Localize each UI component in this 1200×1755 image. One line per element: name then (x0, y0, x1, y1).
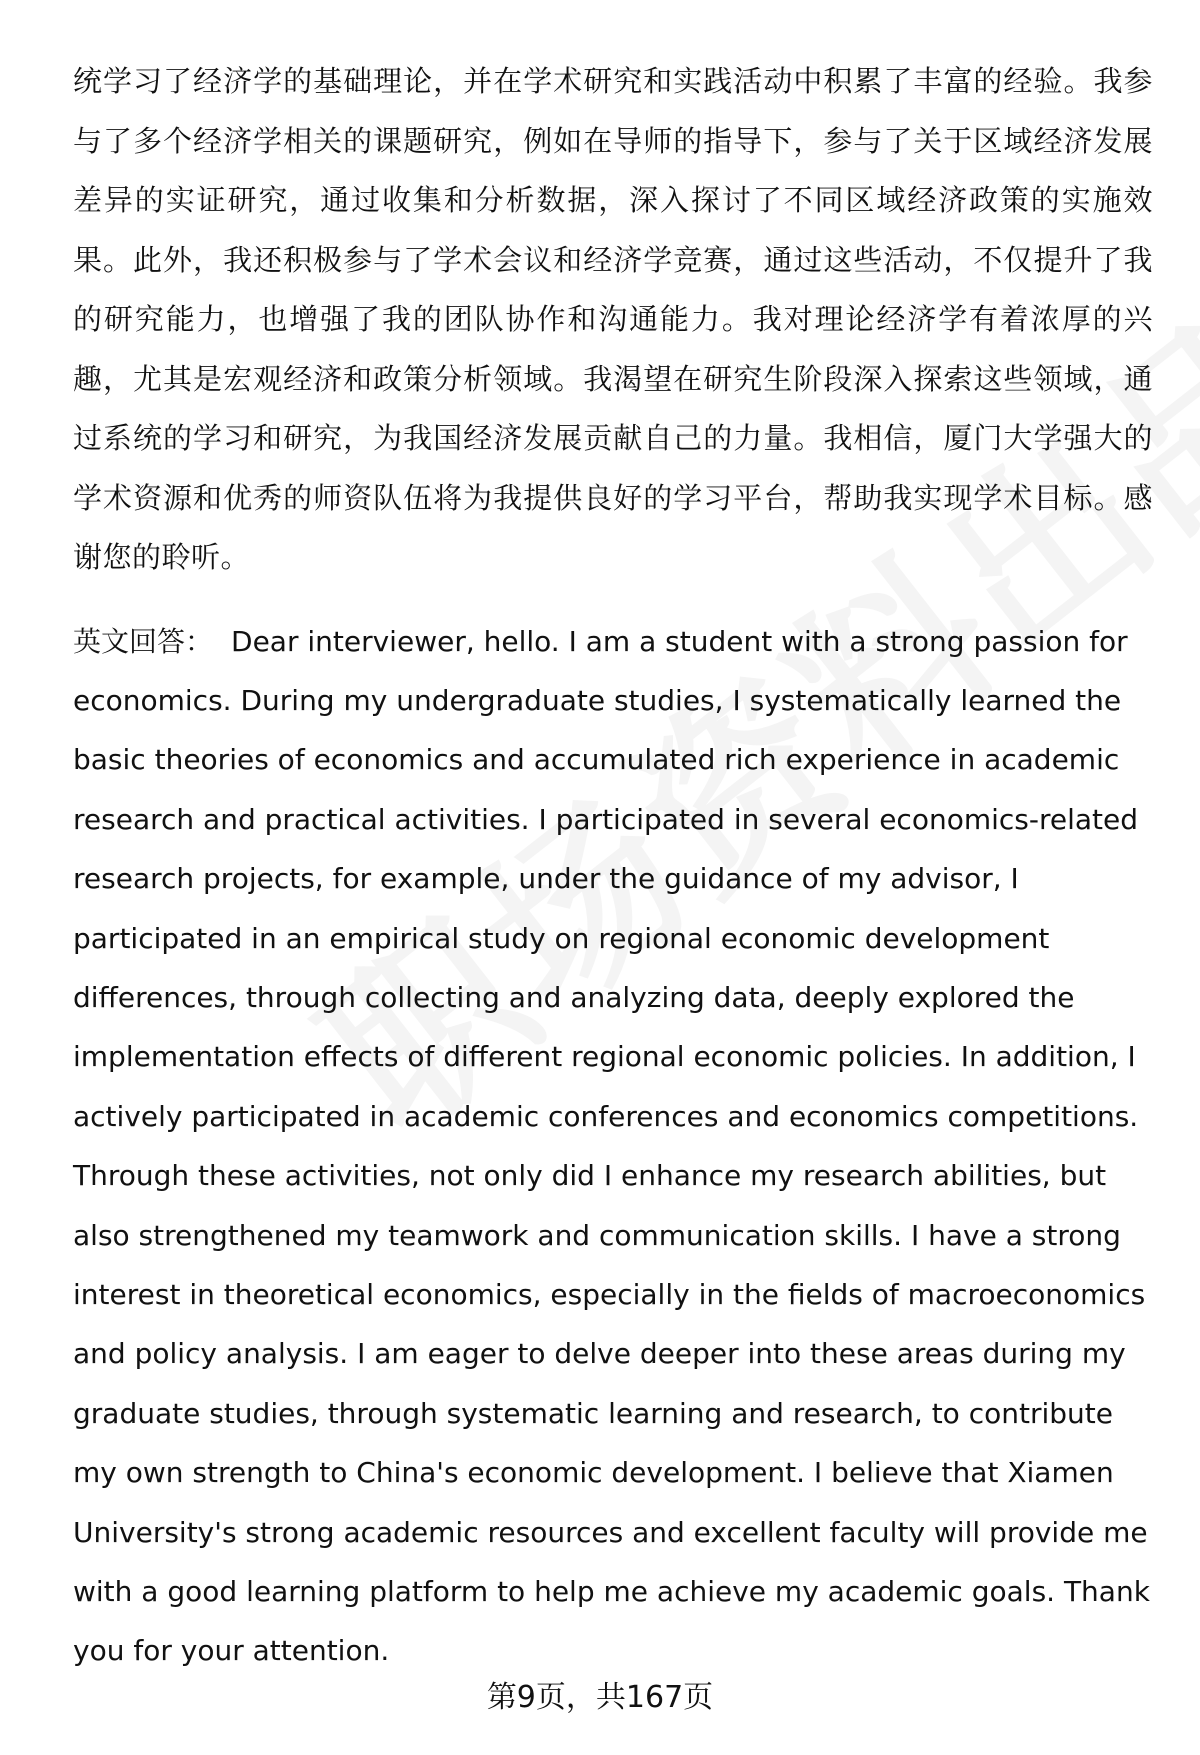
chinese-answer-paragraph: 统学习了经济学的基础理论，并在学术研究和实践活动中积累了丰富的经验。我参与了多个经济学相关的课题研究，例如在导师的指导下，参与了关于区域经济发展差异的实证研究，通过收集和分析数据，深入探讨了不同区域经济政策的实施效果。此外，我还积极参与了学术会议和经济学竞赛，通过这些活动，不仅提升了我的研究能力，也增强了我的团队协作和沟通能力。我对理论经济学有着浓厚的兴趣，尤其是宏观经济和政策分析领域。我渴望在研究生阶段深入探索这些领域，通过系统的学习和研究，为我国经济发展贡献自己的力量。我相信，厦门大学强大的学术资源和优秀的师资队伍将为我提供良好的学习平台，帮助我实现学术目标。感谢您的聆听。 (73, 64, 1153, 574)
english-answer-text: Dear interviewer, hello. I am a student with a strong passion for economics. During my undergraduate studies, I systematically learned the basic theories of economics and accumulated rich experience in academic research and practical activities. I participated in several economics-related research projects, for example, under the guidance of my advisor, I participated in an empirical study on regional economic development differences, through collecting and analyzing data, deeply explored the implementation effects of different regional economic policies. In addition, I actively participated in academic conferences and economics competitions. Through these activities, not only did I enhance my research abilities, but also strengthened my teamwork and communication skills. I have a strong interest in theoretical economics, especially in the fields of macroeconomics and policy analysis. I am eager to delve deeper into these areas during my graduate studies, through systematic learning and research, to contribute my own strength to China's economic development. I believe that Xiamen University's strong academic resources and excellent faculty will provide me with a good learning platform to help me achieve my academic goals. Thank you for your attention. (73, 624, 1150, 1668)
english-answer-label: 英文回答： (73, 624, 214, 658)
english-answer-paragraph (73, 612, 1153, 1681)
page-number-footer: 第9页，共167页 (486, 1680, 714, 1715)
document-body (73, 52, 1153, 1681)
